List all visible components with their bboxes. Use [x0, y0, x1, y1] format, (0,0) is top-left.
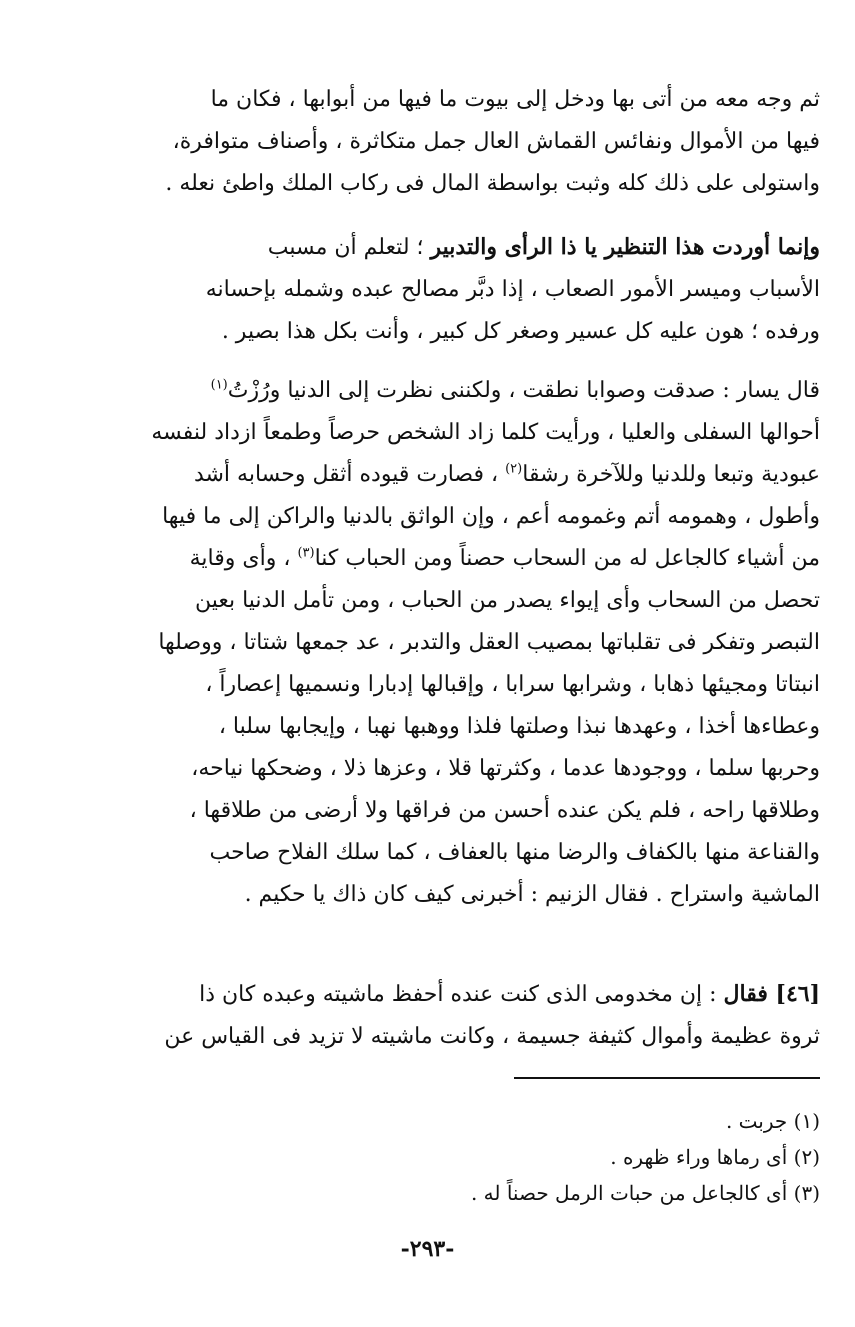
text-line: الماشية واستراح . فقال الزنيم : أخبرنى كيف كان ذاك يا حكيم . [244, 882, 820, 907]
text-line [100, 454, 820, 496]
text-line: التبصر وتفكر فى تقلباتها بمصيب العقل والتدبر ، عد جمعها شتاتا ، ووصلها [158, 630, 820, 655]
page-number: -٢٩٣- [400, 1236, 455, 1262]
text-line: ثروة عظيمة وأموال كثيفة جسيمة ، وكانت ماشيته لا تزيد فى القياس عن [164, 1024, 820, 1049]
paragraph-1 [100, 79, 820, 205]
paragraph-3 [100, 370, 820, 916]
text-line [100, 538, 820, 580]
footnote-1: (١) جربت . [725, 1109, 820, 1133]
text-line [100, 973, 820, 1016]
text-line [100, 370, 820, 412]
footnotes [100, 1103, 820, 1211]
footnote-2: (٢) أى رماها وراء ظهره . [610, 1145, 820, 1169]
text-line: انبتاتا ومجيئها ذهابا ، وشرابها سرابا ، وإقبالها إدبارا ونسميها إعصاراً ، [205, 672, 820, 697]
footnote-3: (٣) أى كالجاعل من حبات الرمل حصناً له . [470, 1181, 820, 1205]
text-line: ورفده ؛ هون عليه كل عسير وصغر كل كبير ، وأنت بكل هذا بصير . [221, 319, 820, 344]
text-line: وأطول ، وهمومه أتم وغمومه أعم ، وإن الواثق بالدنيا والراكن إلى ما فيها [162, 504, 820, 529]
bold-lead: وإنما أوردت هذا التنظير يا ذا الرأى والتدبير [430, 234, 820, 260]
bold-lead: [٤٦] فقال [723, 981, 820, 1007]
text-line [100, 226, 820, 269]
text-line: تحصل من السحاب وأى إيواء يصدر من الحباب ، ومن تأمل الدنيا بعين [194, 588, 820, 613]
paragraph-4 [100, 973, 820, 1058]
text-line: والقناعة منها بالكفاف والرضا منها بالعفاف ، كما سلك الفلاح صاحب [209, 840, 820, 865]
text-line: ثم وجه معه من أتى بها ودخل إلى بيوت ما فيها من أبوابها ، فكان ما [210, 87, 820, 112]
text-segment: عبودية وتبعا وللدنيا وللآخرة رشقا [522, 462, 820, 487]
footnote-divider [514, 1077, 820, 1079]
text-segment: من أشياء كالجاعل له من السحاب حصناً ومن الحباب كنا [314, 546, 820, 571]
text-line: فيها من الأموال ونفائس القماش العال جمل متكاثرة ، وأصناف متوافرة، [172, 129, 820, 154]
text-segment: : إن مخدومى الذى كنت عنده أحفظ ماشيته وعبده كان ذا [199, 982, 724, 1007]
text-segment: ؛ لتعلم أن مسبب [267, 235, 431, 260]
text-segment: ، فصارت قيوده أثقل وحسابه أشد [193, 462, 506, 487]
text-line: وعطاءها أخذا ، وعهدها نبذا وصلتها فلذا ووهبها نهبا ، وإيجابها سلبا ، [218, 714, 820, 739]
text-line: وحربها سلما ، ووجودها عدما ، وكثرتها قلا ، وعزها ذلا ، وضحكها نياحه، [191, 756, 820, 781]
text-line: الأسباب وميسر الأمور الصعاب ، إذا دبَّر مصالح عبده وشمله بإحسانه [205, 277, 820, 302]
footnote-mark: (١) [210, 377, 228, 393]
text-line: واستولى على ذلك كله وثبت بواسطة المال فى ركاب الملك واطئ نعله . [165, 171, 820, 196]
footnote-mark: (٢) [505, 461, 523, 477]
paragraph-2 [100, 226, 820, 353]
footnote-mark: (٣) [297, 545, 315, 561]
text-line: أحوالها السفلى والعليا ، ورأيت كلما زاد الشخص حرصاً وطمعاً ازداد لنفسه [151, 420, 820, 445]
text-segment: ، وأى وقاية [189, 546, 298, 571]
text-line: وطلاقها راحه ، فلم يكن عنده أحسن من فراقها ولا أرضى من طلاقها ، [189, 798, 820, 823]
text-segment: قال يسار : صدقت وصوابا نطقت ، ولكننى نظرت إلى الدنيا ورُزْتُ [227, 378, 820, 403]
